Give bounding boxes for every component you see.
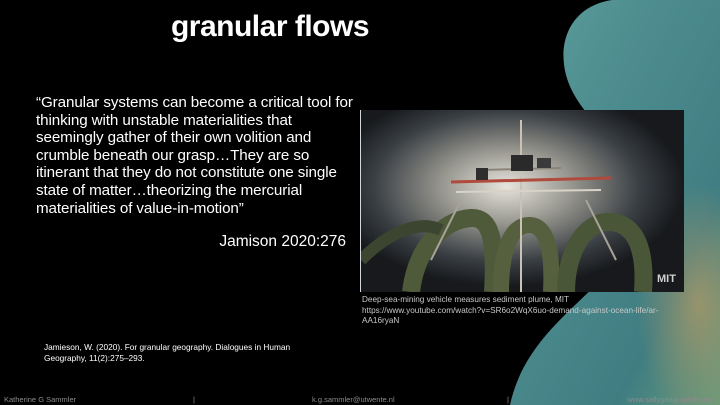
video-caption-title: Deep-sea-mining vehicle measures sediment plume, MIT [362,295,570,304]
footer-separator: | [193,395,195,404]
video-caption [362,295,682,327]
video-player[interactable] [360,110,684,292]
slide-footer [0,395,720,405]
footer-author: Katherine G Sammler [4,395,77,404]
footer-separator: | [507,395,509,404]
quote-attribution: Jamison 2020:276 [219,233,346,250]
quote-text: “Granular systems can become a critical tool for thinking with unstable materialities that seemingly gather of their own volition and crumble beneath our grasp…They are so itinerant that they do not constitute one single state of matter…theorizing the mercurial materialities of value-in-motion” [36,94,353,217]
video-caption-url[interactable]: https://www.youtube.com/watch?v=SR6o2WqX6uo-demand-against-ocean-life/ar-AA16ryaN [362,305,659,325]
reference-citation: Jamieson, W. (2020). For granular geography. Dialogues in Human Geography, 11(2):275–293. [44,342,291,363]
slide-title: granular flows [170,10,370,43]
footer-website[interactable]: www.sallygeographies.net [627,395,714,404]
mit-watermark: MIT [657,273,676,285]
video-frame-image [361,110,684,292]
footer-email[interactable]: k.g.sammler@utwente.nl [312,395,395,404]
